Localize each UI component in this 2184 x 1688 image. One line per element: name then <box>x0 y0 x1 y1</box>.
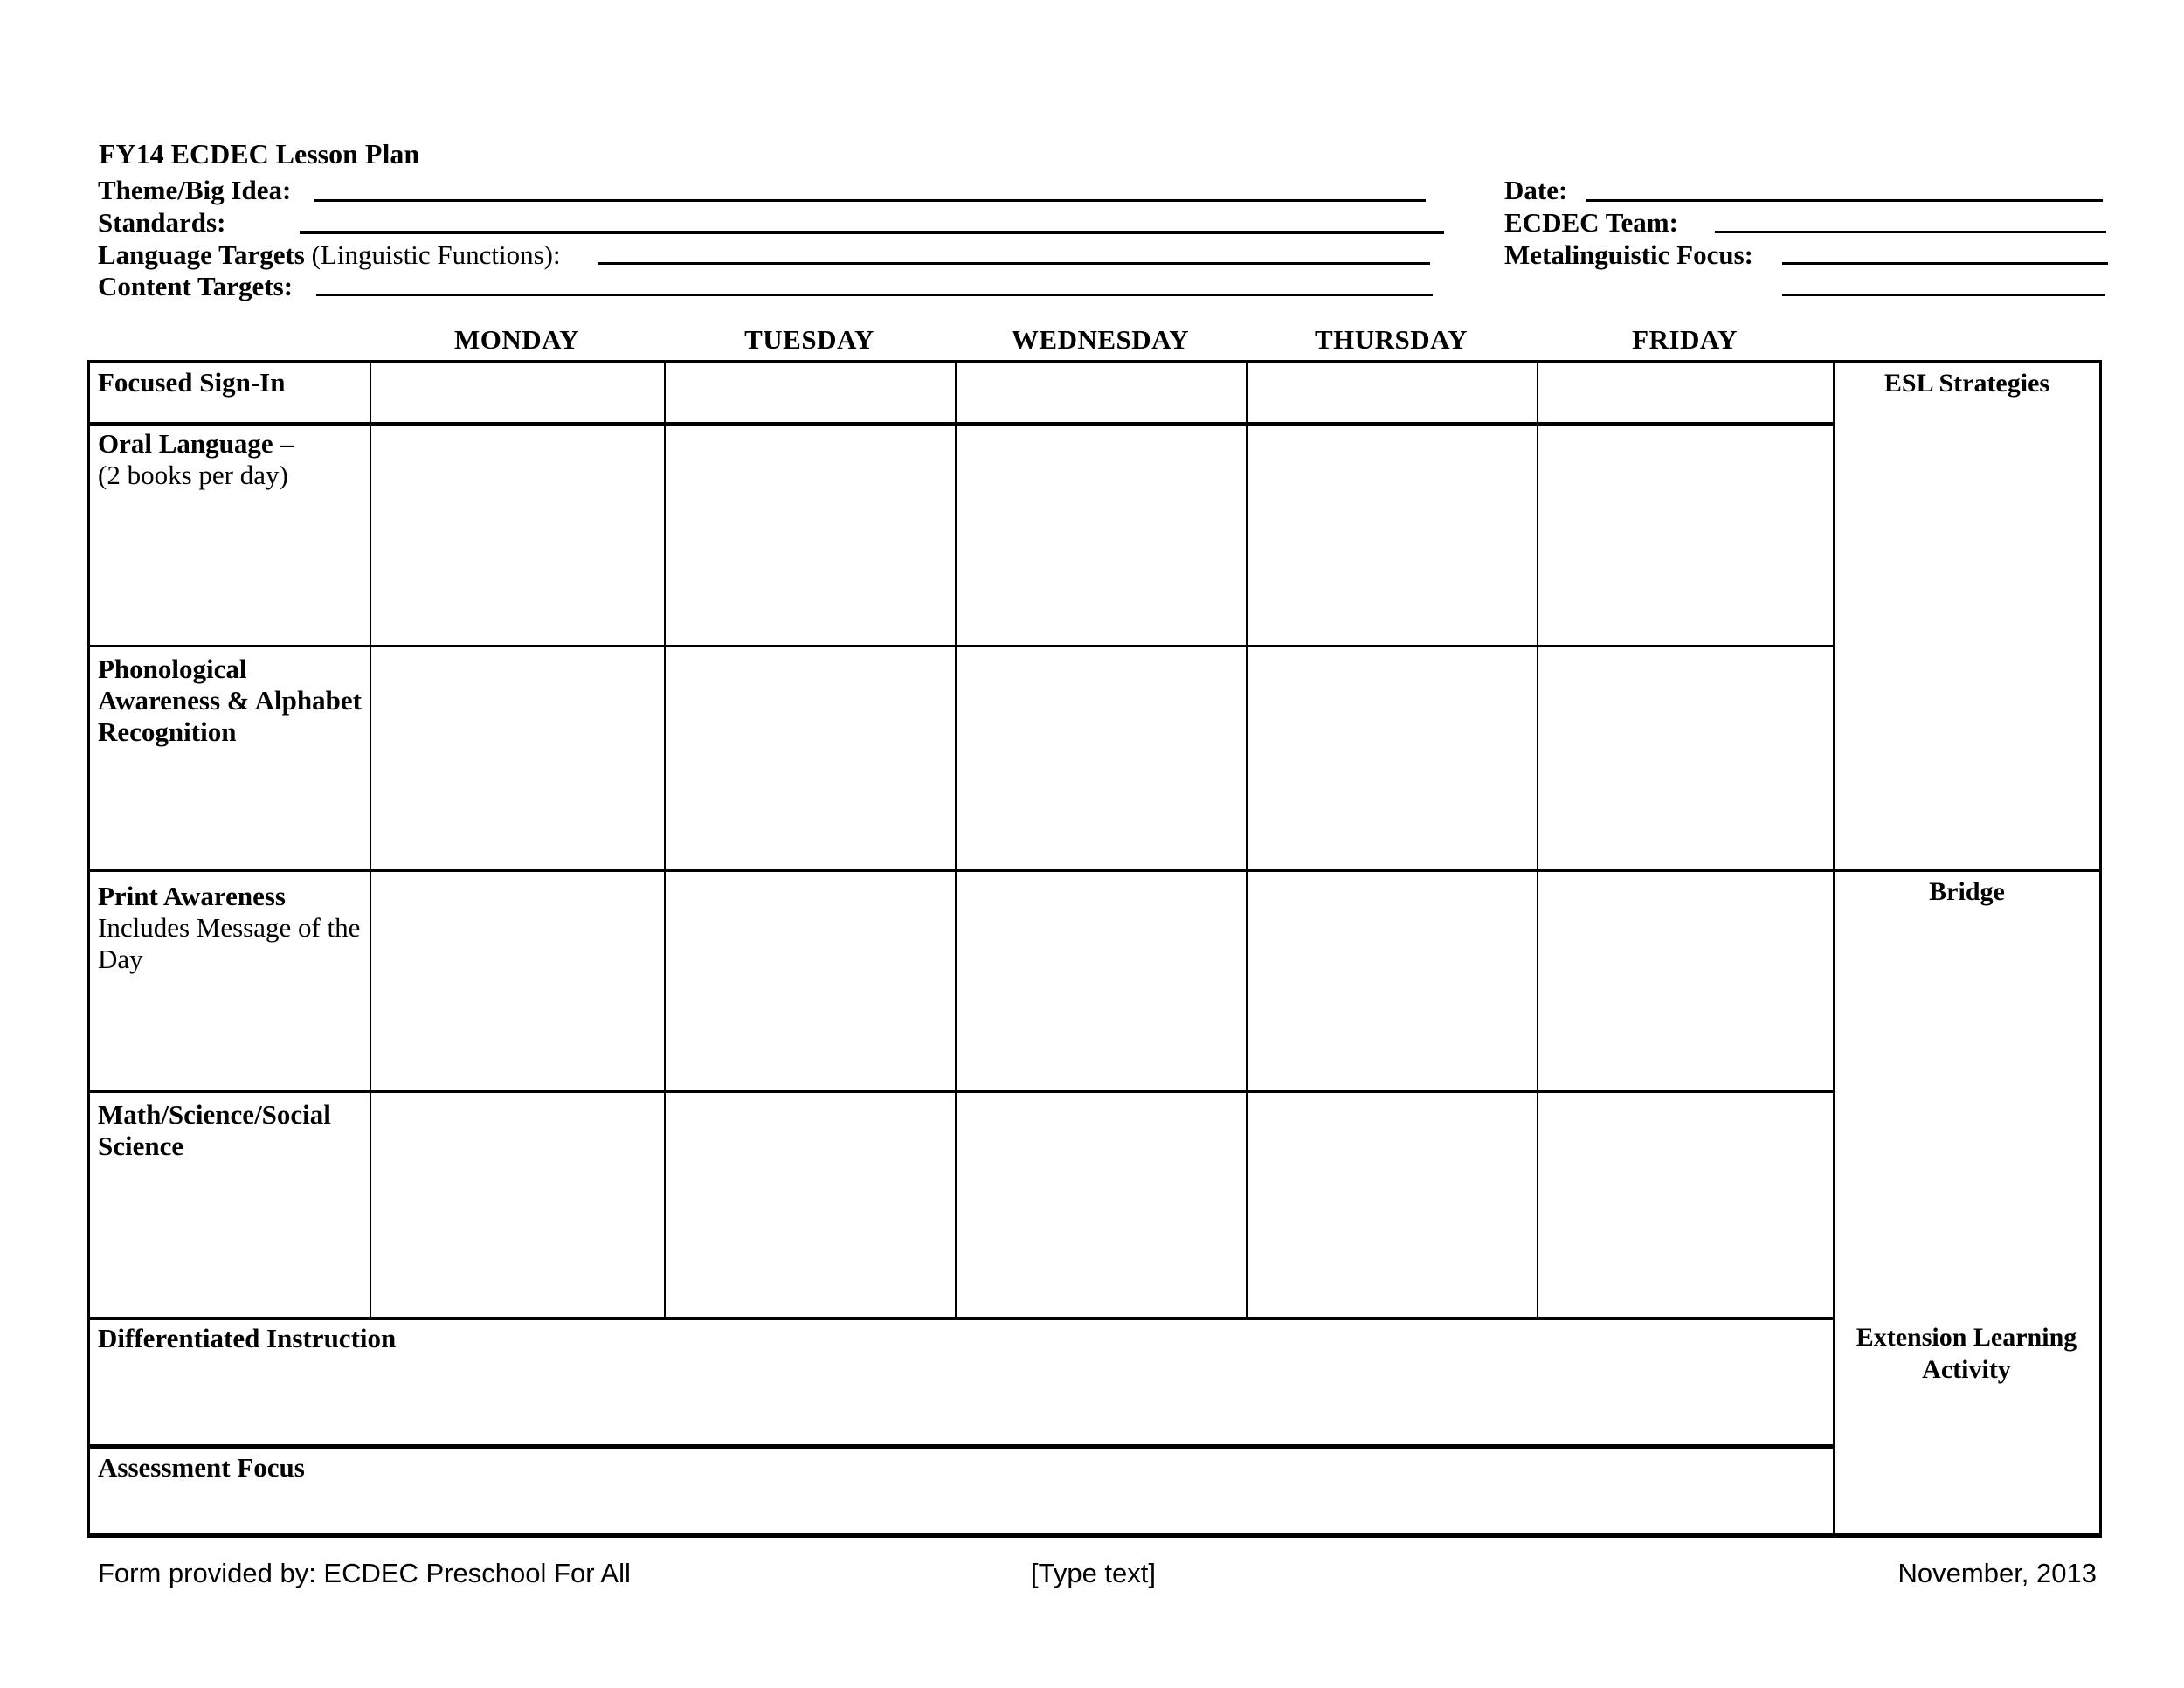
cell-math-science-thursday[interactable] <box>1246 1090 1537 1317</box>
content-targets-input-line[interactable] <box>316 294 1433 296</box>
cell-focused-sign-in-monday[interactable] <box>370 360 664 422</box>
side-panel-extension-learning-label: Extension Learning Activity <box>1856 1323 2077 1384</box>
table-border-top <box>87 360 2102 363</box>
language-targets-input-line[interactable] <box>598 262 1430 265</box>
cell-phonological-awareness-monday[interactable] <box>370 645 664 869</box>
day-header-thursday: THURSDAY <box>1314 324 1469 355</box>
row-label-oral-language: Oral Language – (2 books per day) <box>98 428 294 490</box>
row-divider-focused-oral <box>87 422 1833 426</box>
cell-print-awareness-wednesday[interactable] <box>955 869 1246 1090</box>
ecdec-team-input-line[interactable] <box>1715 231 2106 233</box>
footer-form-provided-by: Form provided by: ECDEC Preschool For All <box>98 1558 631 1588</box>
cell-focused-sign-in-thursday[interactable] <box>1246 360 1537 422</box>
day-header-wednesday: WEDNESDAY <box>1011 324 1190 355</box>
column-divider-label-monday <box>370 360 371 1317</box>
cell-phonological-awareness-wednesday[interactable] <box>955 645 1246 869</box>
cell-math-science-monday[interactable] <box>370 1090 664 1317</box>
standards-label: Standards: <box>98 207 226 238</box>
table-border-bottom <box>87 1533 2102 1538</box>
cell-phonological-awareness-thursday[interactable] <box>1246 645 1537 869</box>
cell-print-awareness-tuesday[interactable] <box>664 869 955 1090</box>
column-divider-thursday-friday <box>1537 360 1538 1317</box>
day-header-monday: MONDAY <box>453 324 580 355</box>
row-label-math-science-social: Math/Science/Social Science <box>98 1099 331 1161</box>
row-divider-math-differentiated <box>87 1317 1833 1320</box>
row-label-differentiated-instruction: Differentiated Instruction <box>98 1323 397 1353</box>
row-divider-print-math <box>87 1090 1833 1093</box>
standards-input-line[interactable] <box>300 231 1444 234</box>
day-header-tuesday: TUESDAY <box>744 324 874 355</box>
cell-phonological-awareness-tuesday[interactable] <box>664 645 955 869</box>
cell-focused-sign-in-tuesday[interactable] <box>664 360 955 422</box>
side-panel-bridge-label: Bridge <box>1929 877 2005 906</box>
content-targets-label: Content Targets: <box>98 271 294 301</box>
cell-focused-sign-in-wednesday[interactable] <box>955 360 1246 422</box>
row-label-assessment-focus: Assessment Focus <box>98 1452 305 1483</box>
row-label-focused-sign-in: Focused Sign-In <box>98 367 286 398</box>
cell-bridge-extension[interactable] <box>1833 869 2101 1536</box>
row-divider-oral-phonological <box>87 645 1833 647</box>
ecdec-team-label: ECDEC Team: <box>1504 207 1678 238</box>
cell-phonological-awareness-friday[interactable] <box>1537 645 1833 869</box>
page-title: FY14 ECDEC Lesson Plan <box>99 138 420 169</box>
row-label-phonological-awareness: Phonological Awareness & Alphabet Recognition <box>98 654 362 747</box>
cell-oral-language-monday[interactable] <box>370 422 664 645</box>
language-targets-suffix: (Linguistic Functions): <box>304 239 561 270</box>
row-divider-phonological-print <box>87 869 2102 872</box>
metalinguistic-focus-input-line[interactable] <box>1782 262 2108 265</box>
side-panel-esl-strategies-label: ESL Strategies <box>1883 369 2050 398</box>
day-header-friday: FRIDAY <box>1632 324 1738 355</box>
cell-oral-language-thursday[interactable] <box>1246 422 1537 645</box>
date-input-line[interactable] <box>1586 199 2103 202</box>
cell-focused-sign-in-friday[interactable] <box>1537 360 1833 422</box>
cell-oral-language-tuesday[interactable] <box>664 422 955 645</box>
cell-math-science-tuesday[interactable] <box>664 1090 955 1317</box>
table-border-left <box>87 360 90 1536</box>
metalinguistic-focus-label: Metalinguistic Focus: <box>1504 239 1753 270</box>
cell-math-science-wednesday[interactable] <box>955 1090 1246 1317</box>
column-divider-monday-tuesday <box>664 360 666 1317</box>
column-divider-wednesday-thursday <box>1246 360 1248 1317</box>
footer-type-text-placeholder[interactable]: [Type text] <box>1031 1558 1157 1588</box>
cell-oral-language-wednesday[interactable] <box>955 422 1246 645</box>
theme-big-idea-label: Theme/Big Idea: <box>98 175 292 205</box>
footer-date: November, 2013 <box>1897 1558 2097 1588</box>
cell-math-science-friday[interactable] <box>1537 1090 1833 1317</box>
column-divider-tuesday-wednesday <box>955 360 957 1317</box>
date-label: Date: <box>1504 175 1568 205</box>
language-targets-label: Language Targets (Linguistic Functions): <box>98 239 561 270</box>
cell-print-awareness-monday[interactable] <box>370 869 664 1090</box>
row-divider-differentiated-assessment <box>87 1444 1833 1449</box>
metalinguistic-focus-input-line-2[interactable] <box>1782 294 2105 296</box>
cell-print-awareness-thursday[interactable] <box>1246 869 1537 1090</box>
cell-esl-strategies[interactable] <box>1833 360 2101 869</box>
row-label-print-awareness: Print Awareness Includes Message of the Day <box>98 881 361 974</box>
cell-print-awareness-friday[interactable] <box>1537 869 1833 1090</box>
theme-big-idea-input-line[interactable] <box>314 199 1426 202</box>
cell-oral-language-friday[interactable] <box>1537 422 1833 645</box>
